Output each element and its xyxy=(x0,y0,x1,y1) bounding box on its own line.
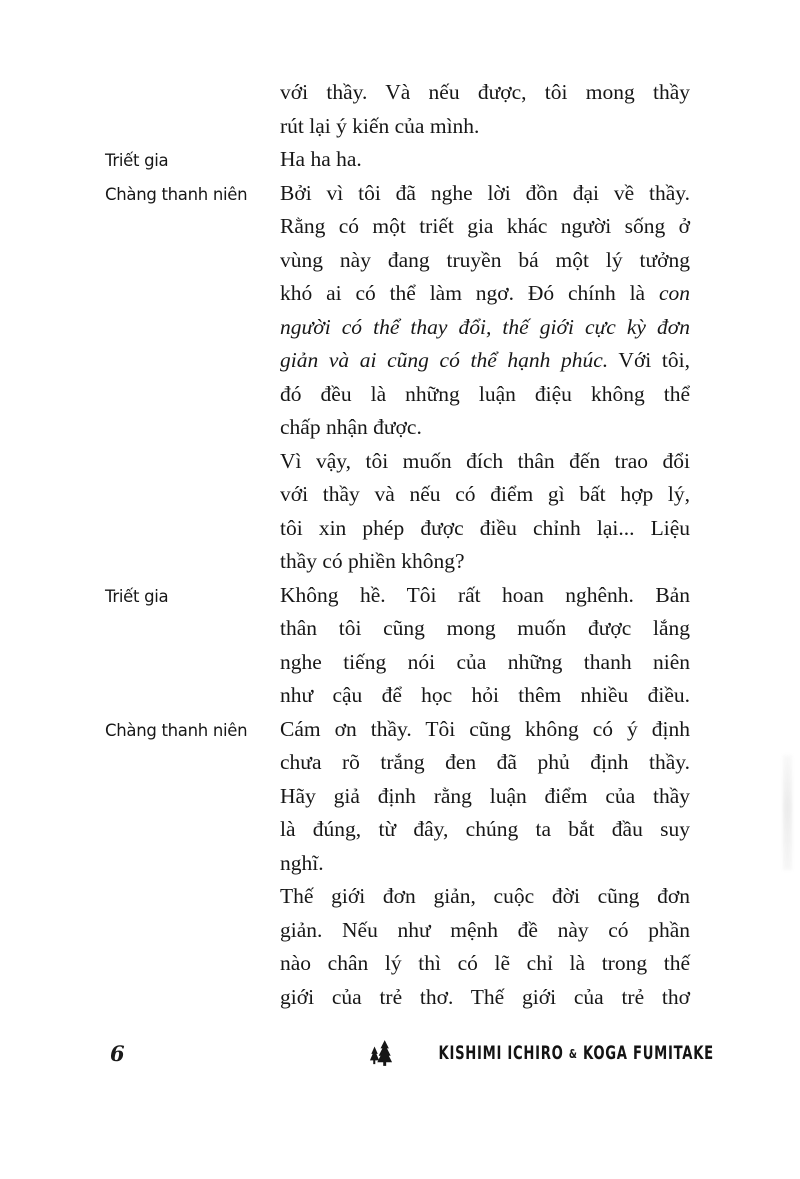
dialogue-line xyxy=(0,746,800,780)
line-text xyxy=(280,780,690,814)
line-text xyxy=(280,244,690,278)
line-text xyxy=(280,847,690,881)
text-segment: Vì vậy, tôi muốn đích thân đến trao đổi xyxy=(280,448,690,473)
italic-text-segment: giản và ai cũng có thể hạnh phúc. xyxy=(280,348,609,372)
text-segment: nghĩ. xyxy=(280,850,324,875)
footer-authors xyxy=(369,1038,714,1068)
dialogue-line xyxy=(0,880,800,914)
scan-artifact xyxy=(783,755,792,870)
dialogue-line xyxy=(0,445,800,479)
line-text xyxy=(280,579,690,613)
text-segment: rút lại ý kiến của mình. xyxy=(280,113,480,138)
line-text xyxy=(280,478,690,512)
text-segment: nào chân lý thì có lẽ chỉ là trong thế xyxy=(280,951,690,975)
dialogue-line xyxy=(0,579,800,613)
dialogue-line xyxy=(0,143,800,177)
dialogue-line xyxy=(0,847,800,881)
line-text xyxy=(280,679,690,713)
dialogue-line xyxy=(0,981,800,1015)
line-text xyxy=(280,311,690,345)
speaker-label: Triết gia xyxy=(105,586,169,606)
text-segment: như cậu để học hỏi thêm nhiều điều. xyxy=(280,683,690,707)
line-text xyxy=(280,76,690,110)
page-footer xyxy=(0,1038,800,1068)
dialogue-line xyxy=(0,478,800,512)
dialogue-line xyxy=(0,76,800,110)
line-text xyxy=(280,177,690,211)
line-text xyxy=(280,646,690,680)
text-segment: Với tôi, xyxy=(608,348,690,372)
author-separator: & xyxy=(569,1046,578,1062)
text-segment: giới của trẻ thơ. Thế giới của trẻ thơ xyxy=(280,984,690,1009)
dialogue-line xyxy=(0,244,800,278)
authors-text xyxy=(439,1042,714,1064)
pine-trees-icon xyxy=(369,1038,393,1068)
text-segment: vùng này đang truyền bá một lý tưởng xyxy=(280,247,690,272)
dialogue-line xyxy=(0,411,800,445)
text-segment: là đúng, từ đây, chúng ta bắt đầu suy xyxy=(280,817,690,841)
line-text xyxy=(280,746,690,780)
text-segment: Bởi vì tôi đã nghe lời đồn đại về thầy. xyxy=(280,180,690,205)
text-segment: Cám ơn thầy. Tôi cũng không có ý định xyxy=(280,716,690,741)
line-text xyxy=(280,277,690,311)
dialogue-line xyxy=(0,646,800,680)
text-segment: thân tôi cũng mong muốn được lắng xyxy=(280,616,690,640)
dialogue-line xyxy=(0,947,800,981)
text-segment: đó đều là những luận điệu không thể xyxy=(280,381,690,406)
dialogue-line xyxy=(0,110,800,144)
dialogue-line xyxy=(0,813,800,847)
line-text xyxy=(280,344,690,378)
dialogue-line xyxy=(0,512,800,546)
text-segment: Rằng có một triết gia khác người sống ở xyxy=(280,214,690,238)
text-segment: Không hề. Tôi rất hoan nghênh. Bản xyxy=(280,582,690,607)
line-text xyxy=(280,445,690,479)
text-segment: Thế giới đơn giản, cuộc đời cũng đơn xyxy=(280,884,690,908)
dialogue-line xyxy=(0,545,800,579)
text-segment: thầy có phiền không? xyxy=(280,549,465,573)
text-segment: nghe tiếng nói của những thanh niên xyxy=(280,649,690,674)
line-text xyxy=(280,880,690,914)
italic-text-segment: con xyxy=(658,281,690,305)
dialogue-line xyxy=(0,210,800,244)
line-text xyxy=(280,110,690,144)
author-right: KOGA FUMITAKE xyxy=(583,1042,714,1064)
line-text xyxy=(280,813,690,847)
line-text xyxy=(280,411,690,445)
dialogue-line xyxy=(0,612,800,646)
speaker-label: Chàng thanh niên xyxy=(105,720,248,740)
dialogue-line xyxy=(0,277,800,311)
text-segment: Ha ha ha. xyxy=(280,147,362,171)
line-text xyxy=(280,545,690,579)
text-segment: tôi xin phép được điều chỉnh lại... Liệu xyxy=(280,515,690,540)
line-text xyxy=(280,143,690,177)
dialogue-line xyxy=(0,344,800,378)
line-text xyxy=(280,210,690,244)
italic-text-segment: người có thể thay đổi, thế giới cực kỳ đơn xyxy=(280,314,690,339)
line-text xyxy=(280,512,690,546)
text-segment: với thầy và nếu có điểm gì bất hợp lý, xyxy=(280,482,690,506)
dialogue-line xyxy=(0,679,800,713)
text-segment: chưa rõ trắng đen đã phủ định thầy. xyxy=(280,750,690,774)
dialogue-line xyxy=(0,713,800,747)
text-segment: với thầy. Và nếu được, tôi mong thầy xyxy=(280,80,690,104)
text-segment: Hãy giả định rằng luận điểm của thầy xyxy=(280,783,690,808)
text-segment: khó ai có thể làm ngơ. Đó chính là xyxy=(280,281,659,305)
line-text xyxy=(280,612,690,646)
author-left: KISHIMI ICHIRO xyxy=(438,1042,564,1064)
line-text xyxy=(280,914,690,948)
line-text xyxy=(280,981,690,1015)
line-text xyxy=(280,713,690,747)
dialogue-line xyxy=(0,914,800,948)
dialogue-line xyxy=(0,378,800,412)
text-segment: giản. Nếu như mệnh đề này có phần xyxy=(280,917,690,942)
speaker-label: Triết gia xyxy=(105,151,169,170)
dialogue-line xyxy=(0,177,800,211)
dialogue-line xyxy=(0,311,800,345)
line-text xyxy=(280,947,690,981)
text-segment: chấp nhận được. xyxy=(280,415,422,439)
page-number: 6 xyxy=(110,1040,125,1066)
line-text xyxy=(280,378,690,412)
speaker-label: Chàng thanh niên xyxy=(105,184,248,204)
dialogue-line xyxy=(0,780,800,814)
dialogue-lines xyxy=(0,76,800,1014)
